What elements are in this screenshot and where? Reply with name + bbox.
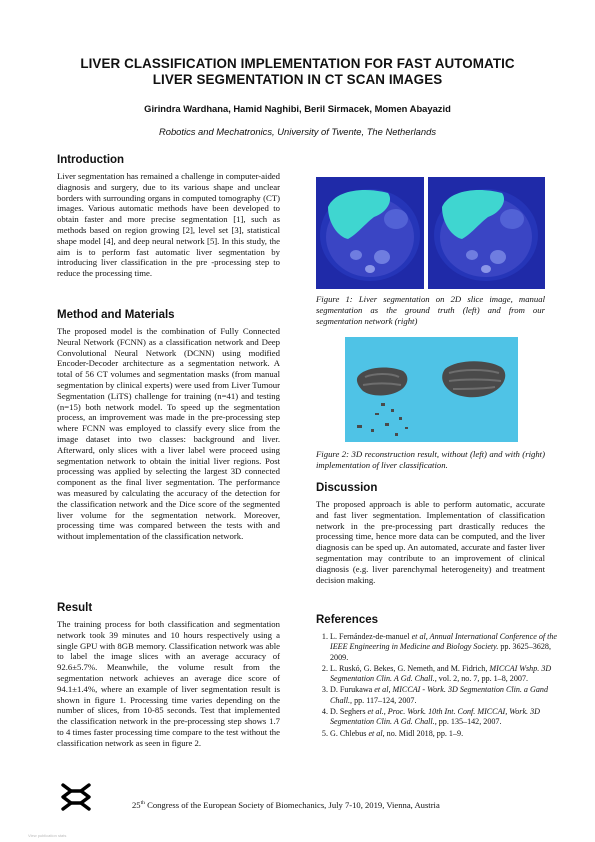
intro-heading: Introduction bbox=[57, 154, 125, 166]
ct-slice-network bbox=[428, 177, 545, 289]
footer: 25th Congress of the European Society of Biomechanics, July 7-10, 2019, Vienna, Austria bbox=[132, 800, 440, 810]
intro-text: Liver segmentation has remained a challenge in computer-aided diagnosis and surgery, due to its various shape and unclear borders with surrounding organs in computed tomography (CT) images. Various automatic methods have been developed to obtain faster and more precise segmentation [1], such as methods based on region growing [2], level set [3], statistical shape model [4], and deep neural network [5]. In this study, the aim is to perform fast automatic liver segmentation by introducing liver classification in the pre -processing step to reduce the processing time. bbox=[57, 171, 280, 279]
reference-item: 2. L. Ruskó, G. Bekes, G. Nemeth, and M. Fidrich, MICCAI Wshp. 3D Segmentation Clin. A Gd. Chall., vol. 2, no. 7, pp. 1–8, 2007. bbox=[330, 664, 562, 685]
authors: Girindra Wardhana, Hamid Naghibi, Beril Sirmacek, Momen Abayazid bbox=[144, 103, 451, 114]
references-list bbox=[316, 632, 562, 740]
discussion-text: The proposed approach is able to perform automatic, accurate and fast liver segmentation. Implementation of classification network in the pre-processing part drastically reduces the processing time, hence more data can be computed, and the liver diagnosis can be sped up. An automated, accurate and faster liver segmentation may contribute to an improvement of clinical diagnosis (e.g. liver parenchymal heterogeneity) and treatment decision making. bbox=[316, 499, 545, 585]
esb-logo-icon bbox=[58, 780, 94, 814]
result-text: The training process for both classification and segmentation network took 39 minutes and 10 hours respectively using a single GPU with 8GB memory. Classification network was able to label the image slices with an average accuracy of 92.6±5.7%. Meanwhile, the volume result from the segmentation network achieves an average dice score of 94.1±1.4%, where an example of liver segmentation result is shown in figure 1. Processing time varies depending on the number of slices, from 10-85 seconds. Test that implemented the classification network in the pre-processing step shows 1.7 to 4 times faster processing time compare to the test without the classification network as seen in figure 2. bbox=[57, 619, 280, 748]
reference-item: 4. D. Seghers et al., Proc. Work. 10th Int. Conf. MICCAI, Work. 3D Segmentation Clin. A Gd. Chall., pp. 135–142, 2007. bbox=[330, 707, 562, 728]
reference-item: 5. G. Chlebus et al, no. Midl 2018, pp. 1–9. bbox=[330, 729, 562, 739]
paper-title bbox=[40, 56, 555, 88]
affiliation: Robotics and Mechatronics, University of Twente, The Netherlands bbox=[158, 126, 437, 137]
figure-2-image bbox=[345, 337, 518, 442]
result-heading: Result bbox=[57, 602, 93, 614]
discussion-heading: Discussion bbox=[316, 482, 378, 494]
title-line-1: LIVER CLASSIFICATION IMPLEMENTATION FOR FAST AUTOMATIC bbox=[80, 56, 515, 71]
figure-2-caption: Figure 2: 3D reconstruction result, without (left) and with (right) implementation of liver classification. bbox=[316, 449, 545, 470]
references-heading: References bbox=[316, 614, 379, 626]
figure-2 bbox=[345, 337, 518, 442]
figure-1 bbox=[316, 177, 545, 289]
figure-1-image bbox=[316, 177, 545, 289]
methods-heading: Method and Materials bbox=[57, 309, 175, 321]
reference-item: 3. D. Furukawa et al, MICCAI - Work. 3D Segmentation Clin. a Gand Chall., pp. 117–124, 2007. bbox=[330, 685, 562, 706]
reference-item: 1. L. Fernández-de-manuel et al, Annual International Conference of the IEEE Engineering in Medicine and Biology Society. pp. 3625–3628, 2009. bbox=[330, 632, 562, 663]
methods-text: The proposed model is the combination of Fully Connected Neural Network (FCNN) as a classification network and Deep Convolutional Neural Network (DCNN) using modified Encoder-Decoder architecture as a segmentation network. A total of 56 CT volumes and segmentation masks (from manual segmentation by clinical experts) were used from Liver Tumour Segmentation (LiTS) challenge for training (n=41) and testing (n=15) both network model. To speed up the segmentation process, an improvement was made in the pre-processing step where FCNN was employed to classify every slice from the image dataset into two classes: background and liver. Afterward, only slices with a liver label were proceed using segmentation network to obtain the initial liver regions. Post processing was applied by selecting the largest 3D connected component as the final liver segmentation. The performance was measured by calculating the accuracy of the detection for the classification network and the Dice score of the segmented liver volume for the segmentation network. Moreover, processing time was compared between the tests with and without implementation of the classification network. bbox=[57, 326, 280, 542]
figure-1-caption: Figure 1: Liver segmentation on 2D slice image, manual segmentation as the ground truth (left) and from our segmentation network (right) bbox=[316, 294, 545, 326]
ct-slice-ground-truth bbox=[316, 177, 424, 289]
watermark: View publication stats bbox=[28, 833, 67, 838]
title-line-2: LIVER SEGMENTATION IN CT SCAN IMAGES bbox=[152, 72, 443, 87]
